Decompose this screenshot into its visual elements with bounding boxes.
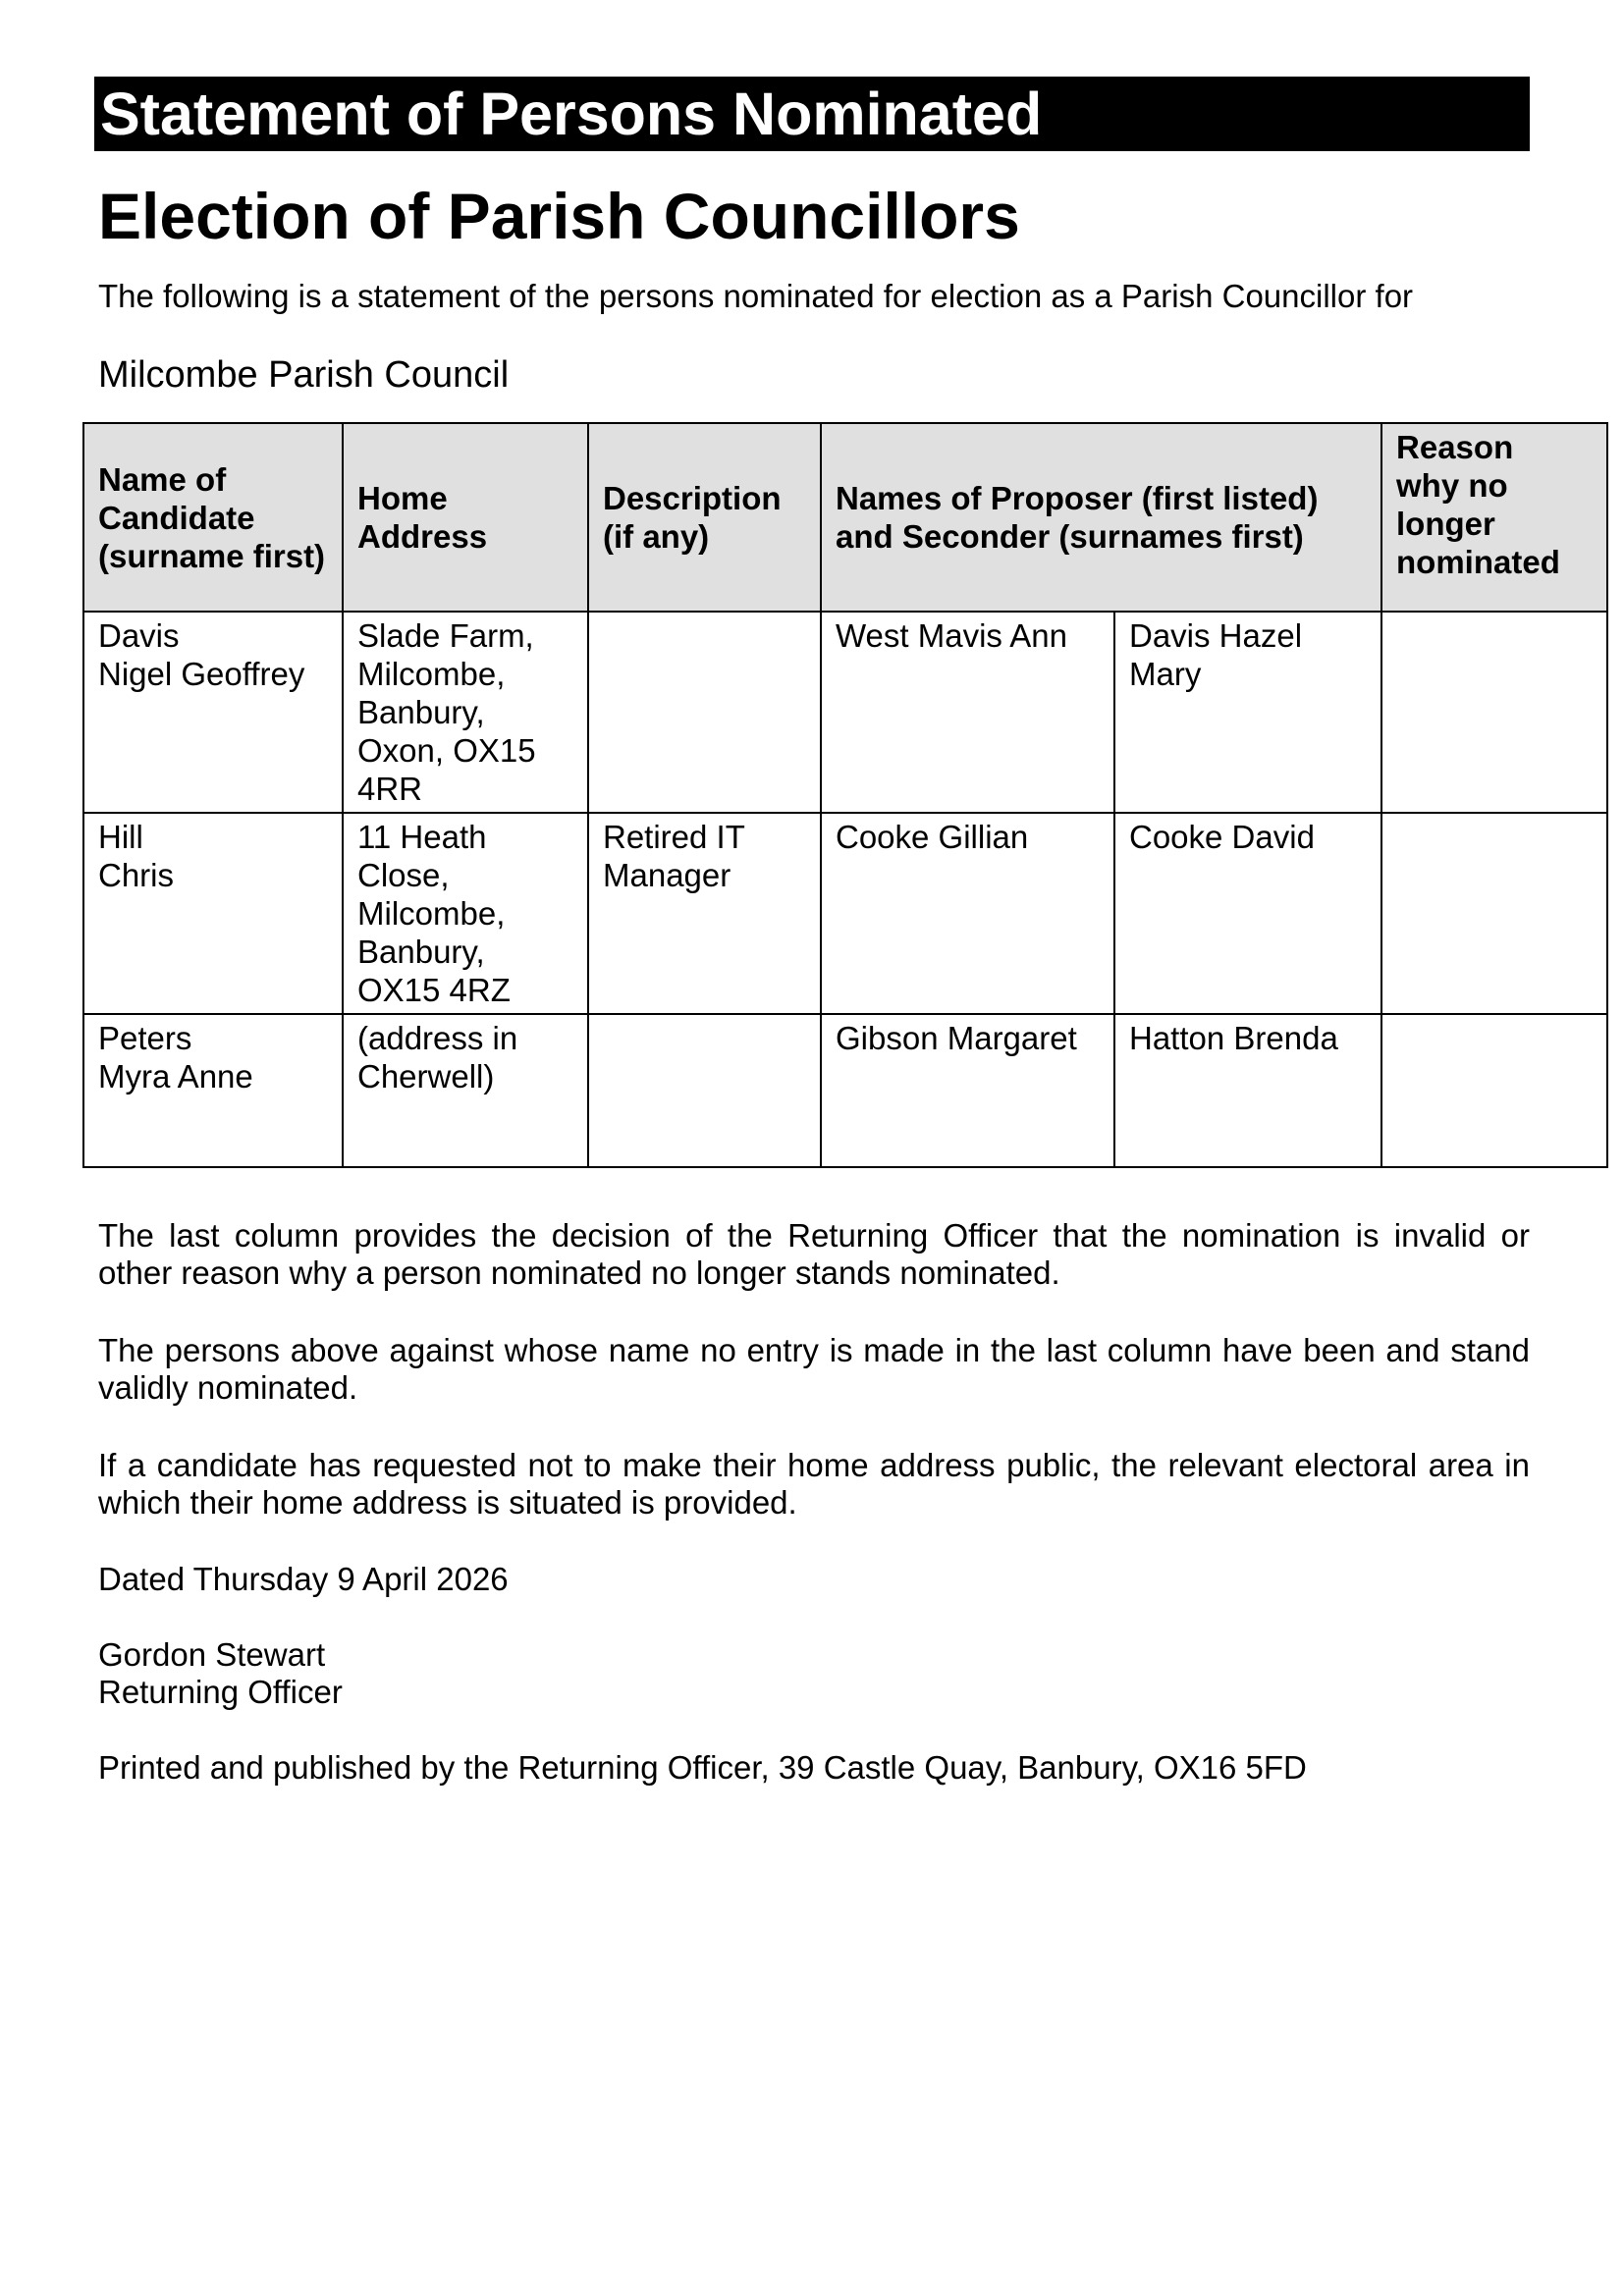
table-row xyxy=(83,1014,1607,1167)
table-header-row xyxy=(83,423,1607,612)
table-row xyxy=(83,813,1607,1014)
home-address: (address in Cherwell) xyxy=(343,1014,588,1167)
note-home-address: If a candidate has requested not to make their home address public, the relevant electoral area in which their home address is situated is provided. xyxy=(98,1447,1530,1521)
intro-text: The following is a statement of the persons nominated for election as a Parish Councillor for xyxy=(98,278,1414,314)
seconder: Hatton Brenda xyxy=(1114,1014,1381,1167)
reason xyxy=(1381,1014,1607,1167)
candidate-name: Davis Nigel Geoffrey xyxy=(83,612,343,813)
home-address: Slade Farm, Milcombe, Banbury, Oxon, OX15 4RR xyxy=(343,612,588,813)
candidate-name: Peters Myra Anne xyxy=(83,1014,343,1167)
candidate-name: Hill Chris xyxy=(83,813,343,1014)
header-candidate-name: Name of Candidate (surname first) xyxy=(83,423,343,612)
page-title: Election of Parish Councillors xyxy=(98,180,1020,252)
description xyxy=(588,612,821,813)
officer-title: Returning Officer xyxy=(98,1674,343,1710)
home-address: 11 Heath Close, Milcombe, Banbury, OX15 4RZ xyxy=(343,813,588,1014)
table-row xyxy=(83,612,1607,813)
dated-line: Dated Thursday 9 April 2026 xyxy=(98,1561,509,1597)
statement-banner: Statement of Persons Nominated xyxy=(94,77,1530,151)
proposer: Gibson Margaret xyxy=(821,1014,1114,1167)
header-home-address: Home Address xyxy=(343,423,588,612)
description xyxy=(588,1014,821,1167)
header-reason: Reason why no longer nominated xyxy=(1381,423,1607,612)
proposer: West Mavis Ann xyxy=(821,612,1114,813)
seconder: Davis Hazel Mary xyxy=(1114,612,1381,813)
council-name: Milcombe Parish Council xyxy=(98,354,510,396)
imprint: Printed and published by the Returning Officer, 39 Castle Quay, Banbury, OX16 5FD xyxy=(98,1749,1307,1786)
header-description: Description (if any) xyxy=(588,423,821,612)
reason xyxy=(1381,612,1607,813)
reason xyxy=(1381,813,1607,1014)
description: Retired IT Manager xyxy=(588,813,821,1014)
returning-officer-signature xyxy=(98,1636,1530,1711)
proposer: Cooke Gillian xyxy=(821,813,1114,1014)
seconder: Cooke David xyxy=(1114,813,1381,1014)
officer-name: Gordon Stewart xyxy=(98,1636,326,1673)
note-last-column: The last column provides the decision of the Returning Officer that the nomination is invalid or other reason why a person nominated no longer stands nominated. xyxy=(98,1217,1530,1291)
header-proposer-seconder: Names of Proposer (first listed) and Seconder (surnames first) xyxy=(821,423,1381,612)
nominations-table xyxy=(82,422,1608,1168)
note-validly-nominated: The persons above against whose name no entry is made in the last column have been and stand validly nominated. xyxy=(98,1332,1530,1406)
